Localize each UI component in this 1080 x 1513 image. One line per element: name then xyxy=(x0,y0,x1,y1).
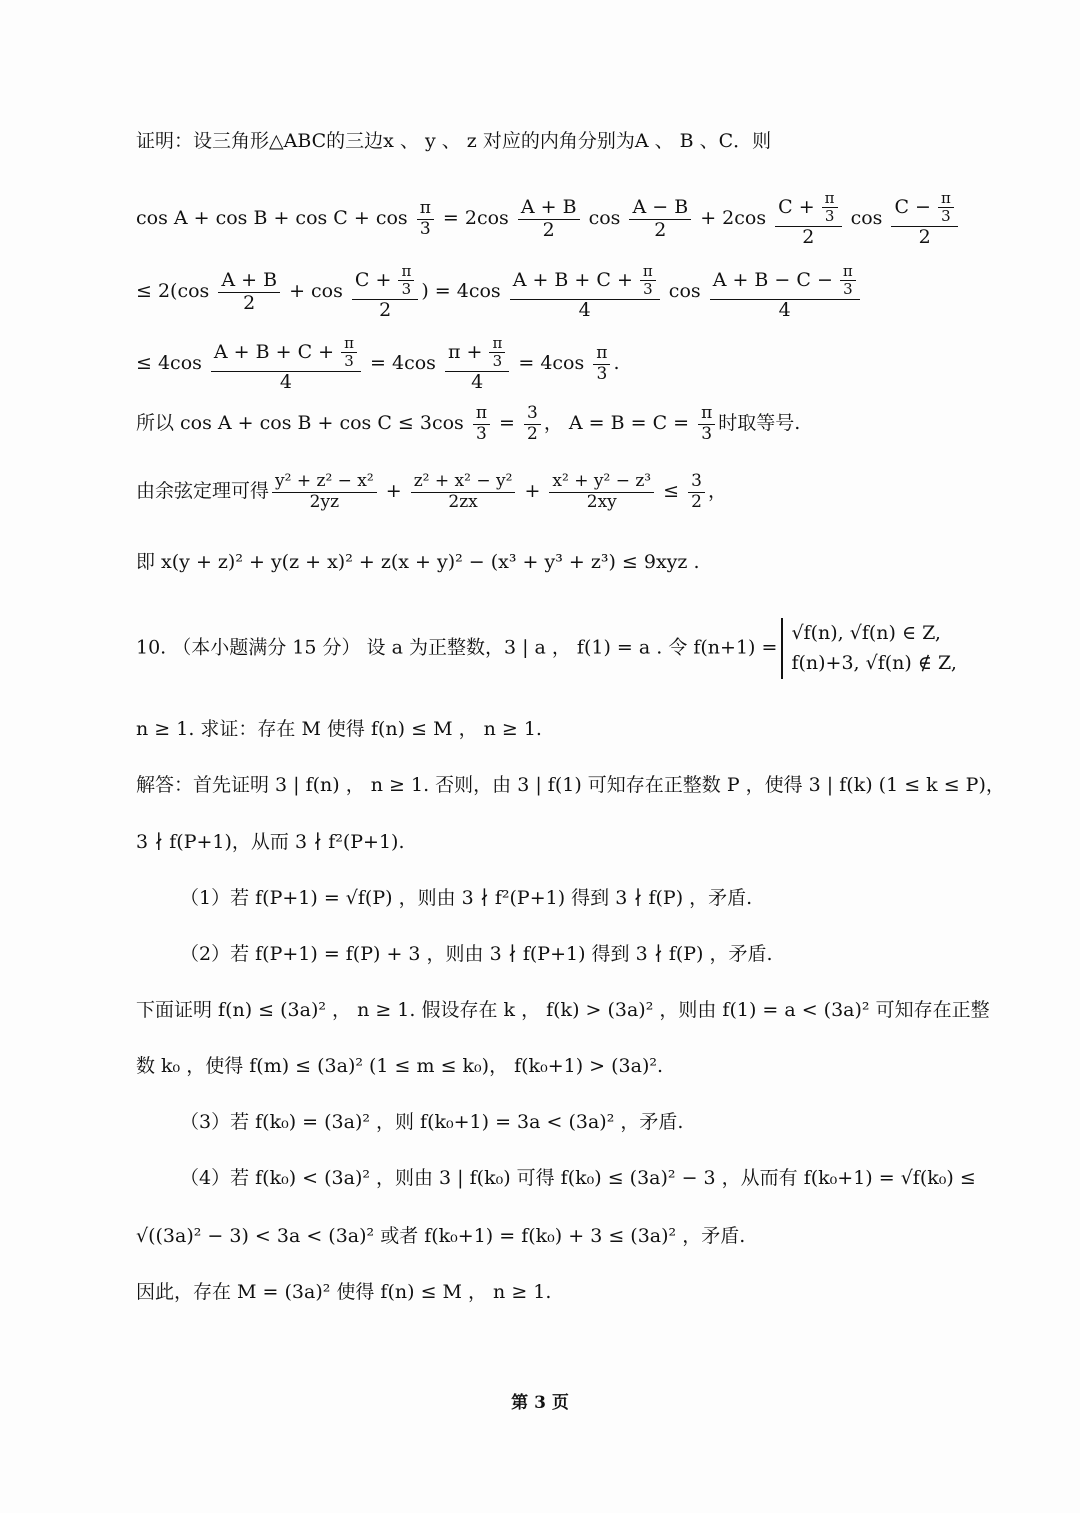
solution-line-2: 3 ∤ f(P+1)，从而 3 ∤ f²(P+1). xyxy=(136,831,405,853)
bound-proof-intro: 下面证明 f(n) ≤ (3a)² ， n ≥ 1. 假设存在 k ， f(k) > (3a)² ，则由 f(1) = a < (3a)² 可知存在正整 xyxy=(136,999,990,1021)
equation-1: cos A + cos B + cos C + cos $\frac{\pi}{3}$ = 2cos $\frac{A + B}{2}$ cos $\frac{A - B}{2}$ + 2cos C + $\frac{\pi}{3}$ 2 cos C − $\frac{\pi}{3}$ 2 xyxy=(136,190,961,248)
bound-proof-line-2: 数 k₀ ，使得 f(m) ≤ (3a)² (1 ≤ m ≤ k₀)， f(k₀+1) > (3a)². xyxy=(136,1055,664,1077)
case-2: （2）若 f(P+1) = f(P) + 3 ，则由 3 ∤ f(P+1) 得到 3 ∤ f(P) ，矛盾. xyxy=(180,943,773,965)
problem-10-statement: 10. （本小题满分 15 分） 设 a 为正整数，3 | a ， f(1) = a . 令 f(n+1) = √f(n), √f(n) ∈ Z, f(n)+3, √f(n) ∉ Z, xyxy=(136,618,957,679)
case-4: （4）若 f(k₀) < (3a)² ，则由 3 | f(k₀) 可得 f(k₀) ≤ (3a)² − 3 ，从而有 f(k₀+1) = √f(k₀) ≤ xyxy=(180,1167,976,1189)
cosine-law-line: 由余弦定理可得 $\frac{\text{y² + z² − x²}}{2yz}$ + $\frac{\text{z² + x² − y²}}{2zx}$ + $\frac{\text{x² + y² − z³}}{2xy}$ ≤ $\frac{3}{2}$ ， xyxy=(136,471,727,512)
solution-intro: 解答：首先证明 3 | f(n) ， n ≥ 1. 否则，由 3 | f(1) 可知存在正整数 P ，使得 3 | f(k) (1 ≤ k ≤ P)， xyxy=(136,774,1005,796)
page-number: 第 3 页 xyxy=(511,1393,569,1413)
case-4-continued: √((3a)² − 3) < 3a < (3a)² 或者 f(k₀+1) = f(k₀) + 3 ≤ (3a)² ，矛盾. xyxy=(136,1225,746,1247)
equation-2: ≤ 2(cos $\frac{A + B}{2}$ + cos C + $\frac{\pi}{3}$ 2 ) = 4cos A + B + C + $\frac{\pi}{3}$ 4 cos A + B − C − $\frac{\pi}{3}$ 4 xyxy=(136,263,863,321)
proof-intro: 证明：设三角形△ABC的三边x 、 y 、 z 对应的内角分别为A 、 B 、C．则 xyxy=(136,130,772,152)
equation-3: ≤ 4cos A + B + C + $\frac{\pi}{3}$ 4 = 4cos π + $\frac{\pi}{3}$ 4 = 4cos $\frac{\pi}{3}$ . xyxy=(136,334,620,393)
inequality-result: 即 x(y + z)² + y(z + x)² + z(x + y)² − (x³ + y³ + z³) ≤ 9xyz . xyxy=(136,551,700,573)
equation-4: 所以 cos A + cos B + cos C ≤ 3cos $\frac{\pi}{3}$ = $\frac{3}{2}$ ， A = B = C = $\frac{\pi}{3}$ 时取等号. xyxy=(136,403,801,444)
case-1: （1）若 f(P+1) = √f(P) ，则由 3 ∤ f²(P+1) 得到 3 ∤ f(P) ，矛盾. xyxy=(180,887,753,909)
conclusion: 因此，存在 M = (3a)² 使得 f(n) ≤ M ， n ≥ 1. xyxy=(136,1281,552,1303)
case-3: （3）若 f(k₀) = (3a)² ，则 f(k₀+1) = 3a < (3a)² ，矛盾. xyxy=(180,1111,684,1133)
problem-10-claim: n ≥ 1. 求证：存在 M 使得 f(n) ≤ M ， n ≥ 1. xyxy=(136,718,542,740)
piecewise-definition: √f(n), √f(n) ∈ Z, f(n)+3, √f(n) ∉ Z, xyxy=(781,618,956,679)
